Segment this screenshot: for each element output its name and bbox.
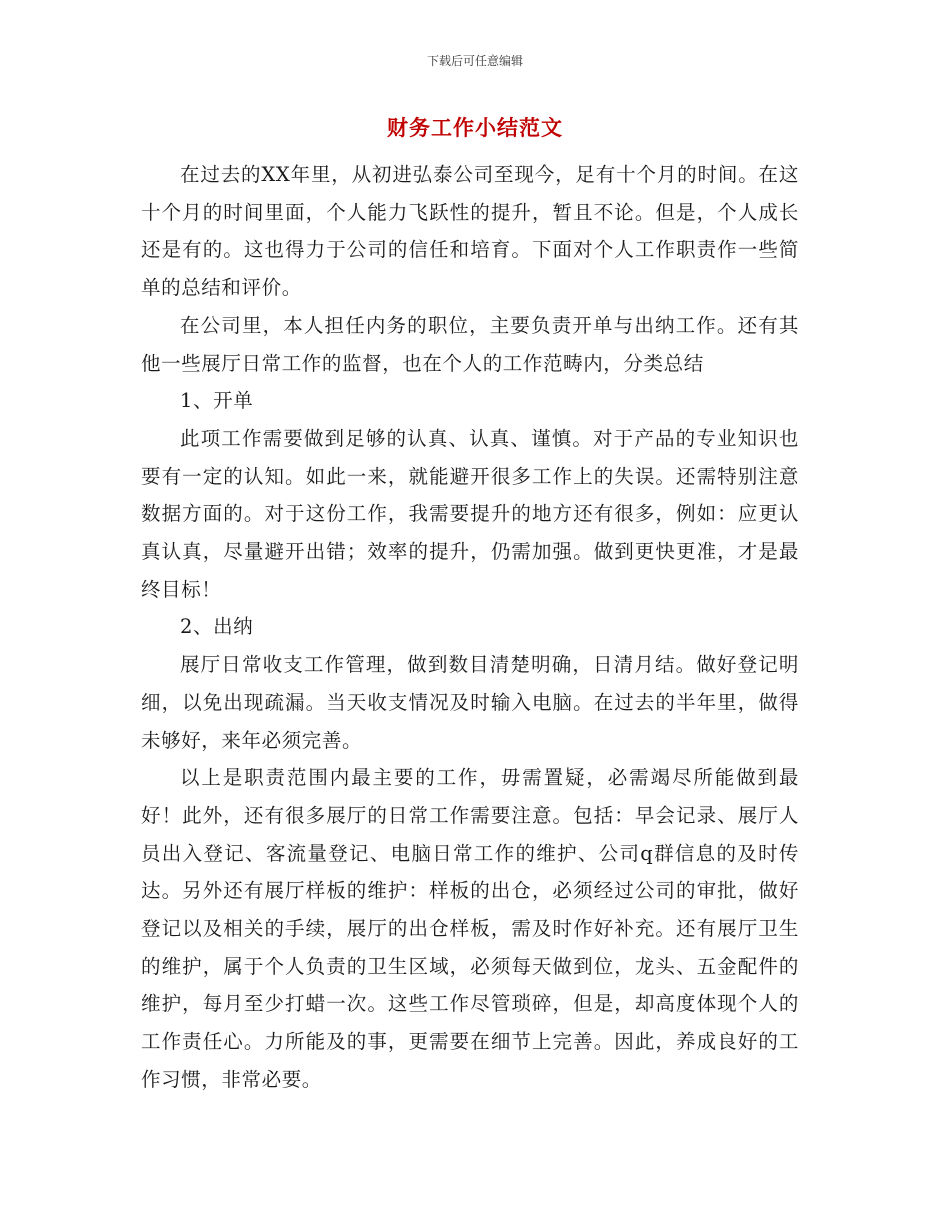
paragraph-intro: 在过去的XX年里，从初进弘泰公司至现今，足有十个月的时间。在这十个月的时间里面，个人能力飞跃性的提升，暂且不论。但是，个人成长还是有的。这也得力于公司的信任和培育。下面对个人工作职责作一些简单的总结和评价。 [141, 163, 799, 300]
section-heading-cashier: 2、出纳 [180, 615, 254, 639]
paragraph-summary: 以上是职责范围内最主要的工作，毋需置疑，必需竭尽所能做到最好！此外，还有很多展厅的日常工作需要注意。包括：早会记录、展厅人员出入登记、客流量登记、电脑日常工作的维护、公司q群信息的及时传达。另外还有展厅样板的维护：样板的出仓，必须经过公司的审批，做好登记以及相关的手续，展厅的出仓样板，需及时作好补充。还有展厅卫生的维护，属于个人负责的卫生区域，必须每天做到位，龙头、五金配件的维护，每月至少打蜡一次。这些工作尽管琐碎，但是，却高度体现个人的工作责任心。力所能及的事，更需要在细节上完善。因此，养成良好的工作习惯，非常必要。 [141, 766, 799, 1091]
paragraph-billing: 此项工作需要做到足够的认真、认真、谨慎。对于产品的专业知识也要有一定的认知。如此一来，就能避开很多工作上的失误。还需特别注意数据方面的。对于这份工作，我需要提升的地方还有很多，例如：应更认真认真，尽量避开出错；效率的提升，仍需加强。做到更快更准，才是最终目标！ [141, 426, 799, 601]
header-note: 下载后可任意编辑 [426, 54, 523, 68]
document-title: 财务工作小结范文 [387, 116, 563, 140]
section-heading-billing: 1、开单 [180, 389, 254, 413]
paragraph-cashier: 展厅日常收支工作管理，做到数目清楚明确，日清月结。做好登记明细，以免出现疏漏。当天收支情况及时输入电脑。在过去的半年里，做得未够好，来年必须完善。 [141, 653, 799, 752]
paragraph-role: 在公司里，本人担任内务的职位，主要负责开单与出纳工作。还有其他一些展厅日常工作的监督，也在个人的工作范畴内，分类总结 [141, 313, 799, 375]
document-body [141, 156, 799, 1099]
